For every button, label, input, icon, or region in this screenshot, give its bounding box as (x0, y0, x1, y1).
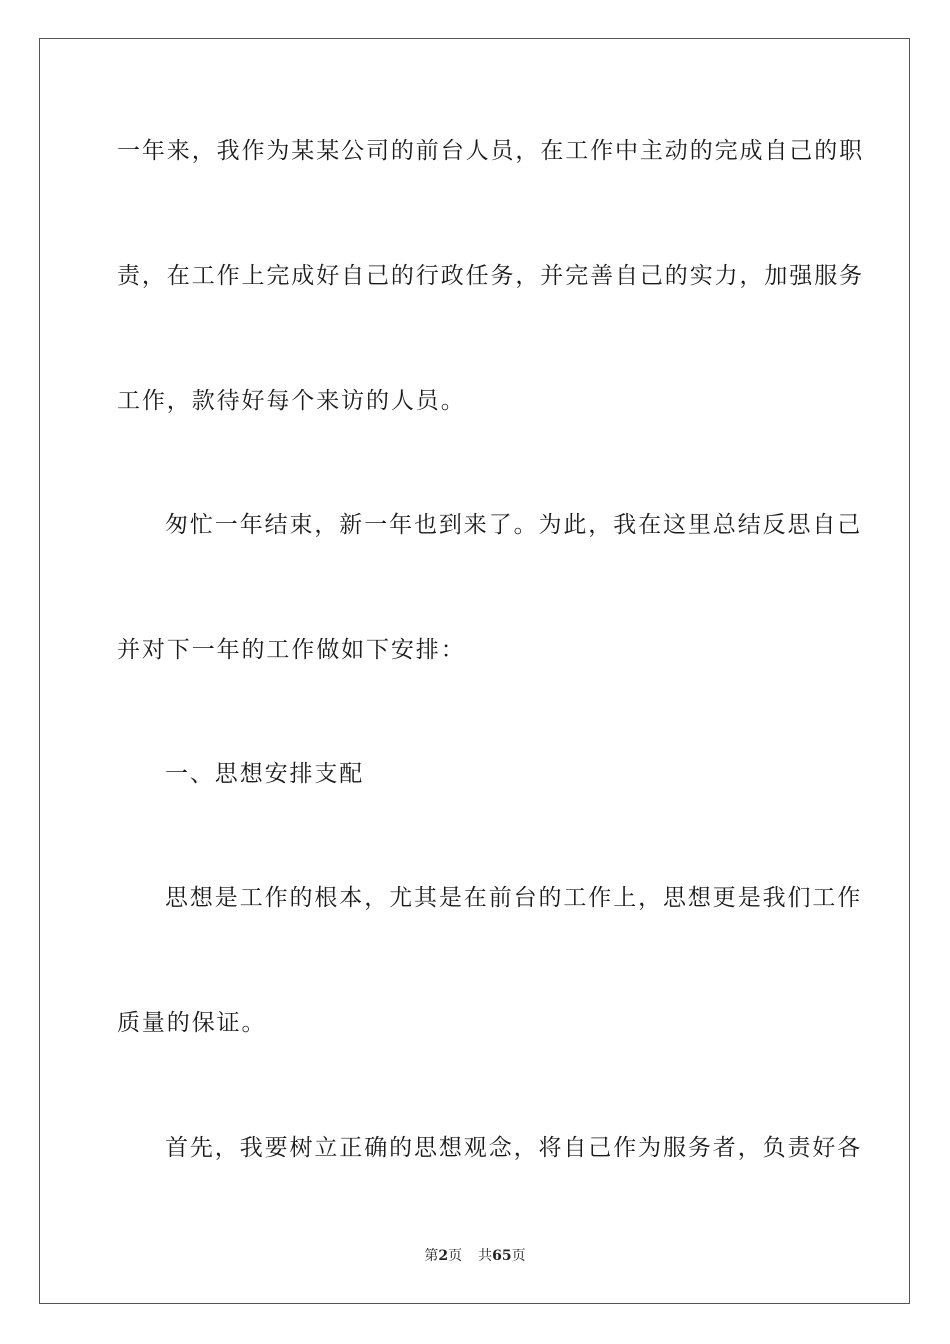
total-prefix: 共 (478, 1248, 493, 1264)
page-prefix: 第 (424, 1248, 439, 1264)
total-suffix: 页 (511, 1248, 526, 1264)
body-line-5: 并对下一年的工作做如下安排： (117, 637, 466, 663)
total-pages: 65 (492, 1248, 512, 1264)
body-line-1: 一年来，我作为某某公司的前台人员，在工作中主动的完成自己的职 (117, 138, 864, 164)
page-number: 2 (438, 1248, 449, 1264)
body-line-9: 首先，我要树立正确的思想观念，将自己作为服务者，负责好各 (165, 1135, 863, 1161)
body-line-3: 工作，款待好每个来访的人员。 (117, 388, 466, 414)
body-line-4: 匆忙一年结束，新一年也到来了。为此，我在这里总结反思自己 (165, 512, 863, 538)
section-heading: 一、思想安排支配 (165, 761, 365, 787)
page-border (39, 38, 910, 1304)
body-line-2: 责，在工作上完成好自己的行政任务，并完善自己的实力，加强服务 (117, 263, 864, 289)
page-suffix: 页 (448, 1248, 463, 1264)
body-line-7: 思想是工作的根本，尤其是在前台的工作上，思想更是我们工作 (165, 885, 863, 911)
page-footer (0, 1247, 950, 1265)
body-line-8: 质量的保证。 (117, 1010, 267, 1036)
